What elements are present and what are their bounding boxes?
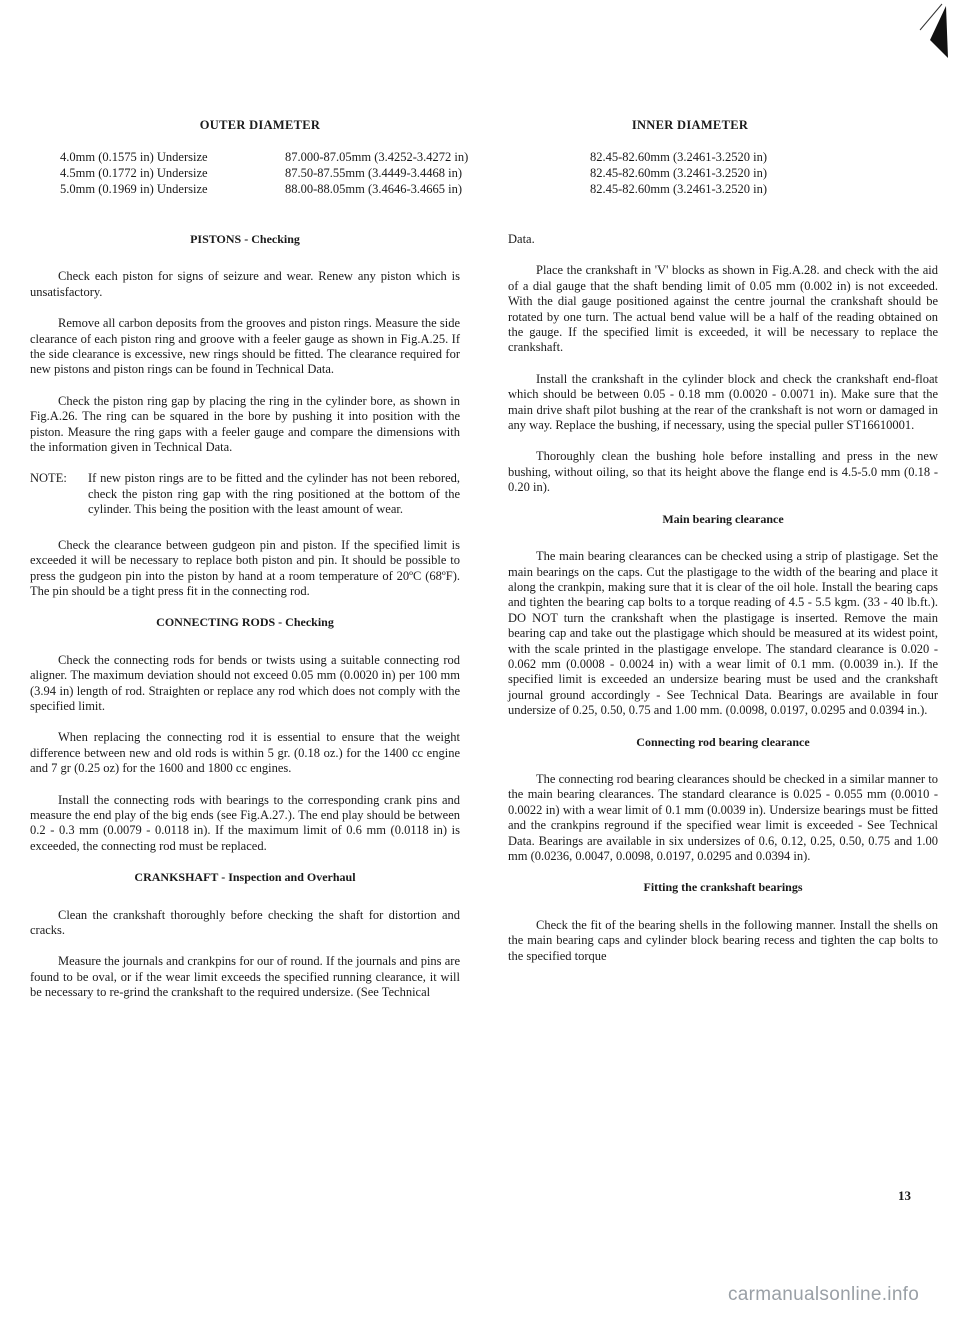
right-column	[508, 232, 938, 980]
paragraph: When replacing the connecting rod it is essential to ensure that the weight difference between new and old rods is within 5 gr. (0.18 oz.) for the 1400 cc engine and 7 gr (0.25 oz) for the 1600 and 1800 cc engines.	[30, 730, 460, 776]
pistons-heading: PISTONS - Checking	[190, 232, 300, 246]
paragraph: Place the crankshaft in 'V' blocks as shown in Fig.A.28. and check with the aid of a dial gauge that the shaft bending limit of 0.05 mm (0.002 in) is not exceeded. With the dial gauge positioned against the centre journal the crankshaft should be rotated by one turn. The actual bend value will be a half of the reading obtained on the gauge. If the specified limit is exceeded, it will be necessary to replace the crankshaft.	[508, 263, 938, 355]
paragraph: Install the crankshaft in the cylinder block and check the crankshaft end-float which should be between 0.05 - 0.18 mm (0.0020 - 0.0071 in). Make sure that the main drive shaft pilot bushing at the rear of the crankshaft is not worn or damaged in any way. Replace the bushing, if necessary, using the special puller ST16610001.	[508, 371, 938, 433]
undersize-row-3: 5.0mm (0.1969 in) Undersize	[60, 182, 208, 196]
paragraph: Thoroughly clean the bushing hole before installing and press in the new bushing, without oiling, so that its height above the flange end is 4.5-5.0 mm (0.18 - 0.20 in).	[508, 449, 938, 495]
note-block	[30, 471, 460, 517]
connecting-rods-heading: CONNECTING RODS - Checking	[156, 615, 334, 630]
watermark-footer: carmanualsonline.info	[728, 1284, 920, 1305]
outer-row-2: 87.50-87.55mm (3.4449-3.4468 in)	[285, 166, 463, 180]
crankshaft-heading: CRANKSHAFT - Inspection and Overhaul	[134, 870, 356, 885]
note-label: NOTE:	[30, 471, 67, 486]
corner-mark	[908, 0, 960, 60]
note-text: If new piston rings are to be fitted and the cylinder has not been rebored, check the piston ring gap with the ring positioned at the bottom of the cylinder. This being the position with the least amount of wear.	[88, 471, 460, 517]
undersize-row-1: 4.0mm (0.1575 in) Undersize	[60, 150, 208, 164]
paragraph: The main bearing clearances can be checked using a strip of plastigage. Set the main bearings on the caps. Cut the plastigage to the width of the bearing and place it along the crankpin, making sure that it is clear of the oil hole. Install the bearing caps and tighten the bearing cap bolts to a torque reading of 4.5 - 5.5 kgm. (33 - 40 lb.ft.). DO NOT turn the crankshaft when the plastigage is inserted. Remove the main bearing cap and take out the plastigage which should be measured at its widest point, with the scale printed in the plastigage envelope. The standard clearance is 0.020 - 0.062 mm (0.0008 - 0.0024 in) with a wear limit of 0.1 mm. (0.0039 in.). If the specified limit is exceeded an undersize bearing must be used and the crankshaft journal ground accordingly - See Technical Data. Bearings are available in four undersize of 0.25, 0.50, 0.75 and 1.00 mm. (0.0098, 0.0197, 0.0295 and 0.0394 in.).	[508, 549, 938, 718]
paragraph: Data.	[508, 232, 535, 246]
paragraph: Remove all carbon deposits from the grooves and piston rings. Measure the side clearance of each piston ring and groove with a feeler gauge as shown in Fig.A.25. If the side clearance is excessive, new rings should be fitted. The clearance required for new pistons and piston rings can be found in Technical Data.	[30, 316, 460, 377]
left-column	[30, 232, 460, 1017]
outer-diameter-heading: OUTER DIAMETER	[199, 118, 321, 132]
inner-row-1: 82.45-82.60mm (3.2461-3.2520 in)	[590, 150, 768, 164]
undersize-row-2: 4.5mm (0.1772 in) Undersize	[60, 166, 208, 180]
paragraph: Clean the crankshaft thoroughly before checking the shaft for distortion and cracks.	[30, 907, 460, 937]
fitting-bearings-heading: Fitting the crankshaft bearings	[643, 880, 803, 895]
paragraph: Measure the journals and crankpins for our of round. If the journals and pins are found to be oval, or if the wear limit exceeds the specified running clearance, it will be necessary to re-grind the crankshaft to the required undersize. (See Technical	[30, 954, 460, 1000]
inner-row-2: 82.45-82.60mm (3.2461-3.2520 in)	[590, 166, 768, 180]
paragraph: Check the fit of the bearing shells in the following manner. Install the shells on the main bearing caps and cylinder block bearing recess and tighten the cap bolts to the specified torque	[508, 917, 938, 963]
outer-row-1: 87.000-87.05mm (3.4252-3.4272 in)	[285, 150, 469, 164]
page-number: 13	[898, 1188, 911, 1203]
paragraph: Check each piston for signs of seizure and wear. Renew any piston which is unsatisfactory.	[30, 269, 460, 299]
main-bearing-heading: Main bearing clearance	[662, 511, 784, 526]
paragraph: Check the connecting rods for bends or twists using a suitable connecting rod aligner. The maximum deviation should not exceed 0.05 mm (0.0020 in) per 100 mm (3.94 in) length of rod. Straighten or replace any rod which does not comply with the specified limit.	[30, 652, 460, 713]
paragraph: Install the connecting rods with bearings to the corresponding crank pins and measure the end play of the big ends (see Fig.A.27.). The end play should be between 0.2 - 0.3 mm (0.0079 - 0.0118 in). If the maximum limit of 0.6 mm (0.0118 in) is exceeded, the connecting rod must be replaced.	[30, 792, 460, 853]
paragraph: Check the piston ring gap by placing the ring in the cylinder bore, as shown in Fig.A.26. The ring can be squared in the bore by pushing it into position with the piston. Measure the ring gaps with a feeler gauge and compare the dimensions with the information given in Technical Data.	[30, 393, 460, 455]
inner-row-3: 82.45-82.60mm (3.2461-3.2520 in)	[590, 182, 768, 196]
inner-diameter-heading: INNER DIAMETER	[631, 118, 749, 132]
paragraph: The connecting rod bearing clearances should be checked in a similar manner to the main bearing clearances. The standard clearance is 0.025 - 0.055 mm (0.0010 - 0.0022 in) with a wear limit of 0.1 mm (0.0039 in). Undersize bearings must be fitted and the crankpins reground if the specified wear limit is exceeded - See Technical Data. Bearings are available in six undersizes of 0.6, 0.12, 0.25, 0.50, 0.75 and 1.00 mm (0.0236, 0.0047, 0.0098, 0.0197, 0.0295 and 0.0394 in).	[508, 771, 938, 863]
conrod-bearing-heading: Connecting rod bearing clearance	[636, 734, 810, 749]
paragraph: Check the clearance between gudgeon pin and piston. If the specified limit is exceeded it will be necessary to replace both piston and pin. It should be possible to press the gudgeon pin into the piston by hand at a room temperature of 20ºC (68ºF). The pin should be a tight press fit in the connecting rod.	[30, 537, 460, 598]
outer-row-3: 88.00-88.05mm (3.4646-3.4665 in)	[285, 182, 463, 196]
